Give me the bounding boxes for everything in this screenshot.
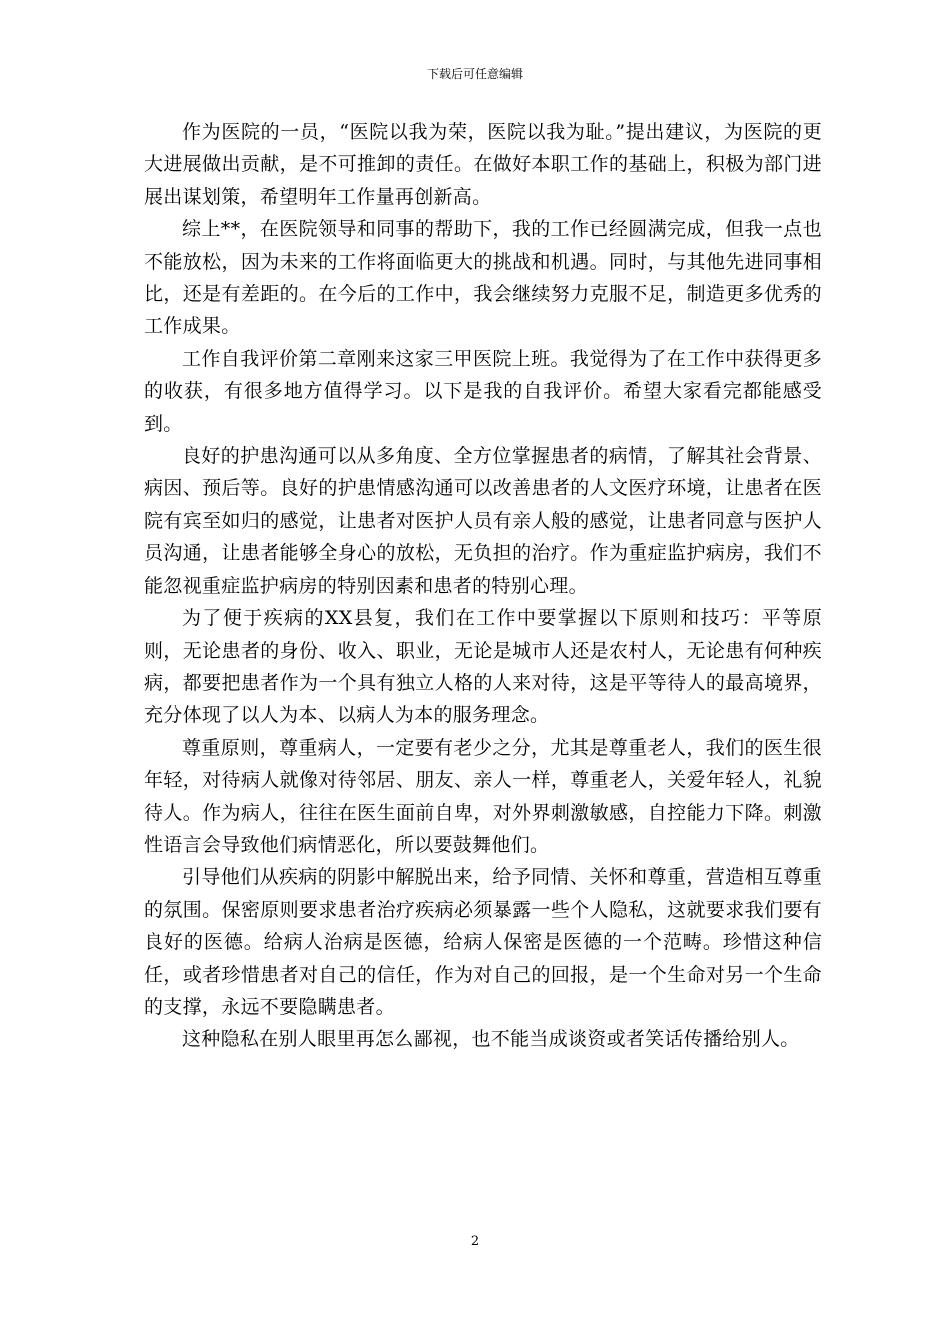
paragraph: 工作自我评价第二章刚来这家三甲医院上班。我觉得为了在工作中获得更多的收获，有很多地方值得学习。以下是我的自我评价。希望大家看完都能感受到。 xyxy=(144,347,822,435)
page-header: 下载后可任意编辑 xyxy=(426,67,523,81)
document-body xyxy=(144,116,822,1056)
paragraph: 综上**，在医院领导和同事的帮助下，我的工作已经圆满完成，但我一点也不能放松，因为未来的工作将面临更大的挑战和机遇。同时，与其他先进同事相比，还是有差距的。在今后的工作中，我会继续努力克服不足，制造更多优秀的工作成果。 xyxy=(144,218,822,338)
paragraph: 这种隐私在别人眼里再怎么鄙视，也不能当成谈资或者笑话传播给别人。 xyxy=(182,1028,800,1051)
paragraph: 作为医院的一员，“医院以我为荣，医院以我为耻。”提出建议，为医院的更大进展做出贡献，是不可推卸的责任。在做好本职工作的基础上，积极为部门进展出谋划策，希望明年工作量再创新高。 xyxy=(144,121,822,208)
paragraph: 引导他们从疾病的阴影中解脱出来，给予同情、关怀和尊重，营造相互尊重的氛围。保密原则要求患者治疗疾病必须暴露一些个人隐私，这就要求我们要有良好的医德。给病人治病是医德，给病人保密是医德的一个范畴。珍惜这种信任，或者珍惜患者对自己的信任，作为对自己的回报，是一个生命对另一个生命的支撑，永远不要隐瞒患者。 xyxy=(144,866,822,1018)
paragraph: 为了便于疾病的XX县复，我们在工作中要掌握以下原则和技巧：平等原则，无论患者的身份、收入、职业，无论是城市人还是农村人，无论患有何种疾病，都要把患者作为一个具有独立人格的人来对待，这是平等待人的最高境界，充分体现了以人为本、以病人为本的服务理念。 xyxy=(144,607,822,727)
paragraph: 良好的护患沟通可以从多角度、全方位掌握患者的病情，了解其社会背景、病因、预后等。良好的护患情感沟通可以改善患者的人文医疗环境，让患者在医院有宾至如归的感觉，让患者对医护人员有亲人般的感觉，让患者同意与医护人员沟通，让患者能够全身心的放松，无负担的治疗。作为重症监护病房，我们不能忽视重症监护病房的特别因素和患者的特别心理。 xyxy=(144,445,822,597)
page-number: 2 xyxy=(470,1234,480,1249)
paragraph: 尊重原则，尊重病人，一定要有老少之分，尤其是尊重老人，我们的医生很年轻，对待病人就像对待邻居、朋友、亲人一样，尊重老人，关爱年轻人，礼貌待人。作为病人，往往在医生面前自卑，对外界刺激敏感，自控能力下降。刺激性语言会导致他们病情恶化，所以要鼓舞他们。 xyxy=(144,736,822,856)
